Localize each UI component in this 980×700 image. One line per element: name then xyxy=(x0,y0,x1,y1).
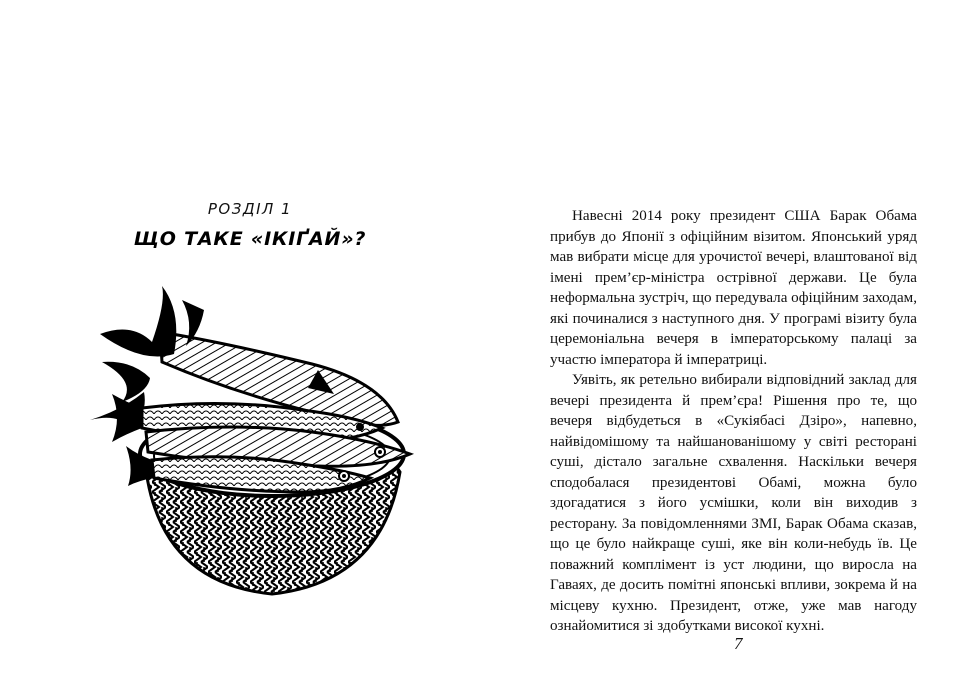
fish-tail-1 xyxy=(100,286,176,357)
paragraph-2: Уявіть, як ретельно вибирали відповідний заклад для вечері президента й прем’єра! Рішення про те, що вечеря відбудеться в «Сукіябасі Дзіро», напевно, найвідомішому та найшанованішому у світі ресторані суші, дістало загальне схвалення. Наскільки вечеря сподобалася президентові Обамі, можна було здогадатися з його усмішки, коли він виходив з ресторану. За повідомленнями ЗМІ, Барак Обама сказав, що це було найкраще суші, яке він коли-небудь їв. Це поважний комплімент із уст людини, що виросла на Гаваях, де досить помітні японські впливи, зокрема й на місцеву кухню. Президент, отже, уже мав нагоду ознайомитися зі здобутками високої кухні. xyxy=(550,372,917,634)
chapter-title: ЩО ТАКЕ «ІКІҐАЙ»? xyxy=(133,228,367,250)
body-text xyxy=(550,206,917,637)
fish-basket-drawing xyxy=(82,282,422,612)
right-page xyxy=(490,0,980,700)
page-number: 7 xyxy=(734,634,743,653)
fish-basket-illustration xyxy=(82,282,422,612)
paragraph-1: Навесні 2014 року президент США Барак Обама прибув до Японії з офіційним візитом. Японський уряд мав вибрати місце для урочистої вечері, влаштованої від імені прем’єр-міністра острівної держави. Це була неформальна зустріч, що передувала офіційним заходам, які починалися з наступного дня. У програмі візиту була церемоніальна вечеря в імператорському палаці за участю імператора й імператриці. xyxy=(550,208,917,368)
chapter-label: РОЗДІЛ 1 xyxy=(207,200,293,218)
